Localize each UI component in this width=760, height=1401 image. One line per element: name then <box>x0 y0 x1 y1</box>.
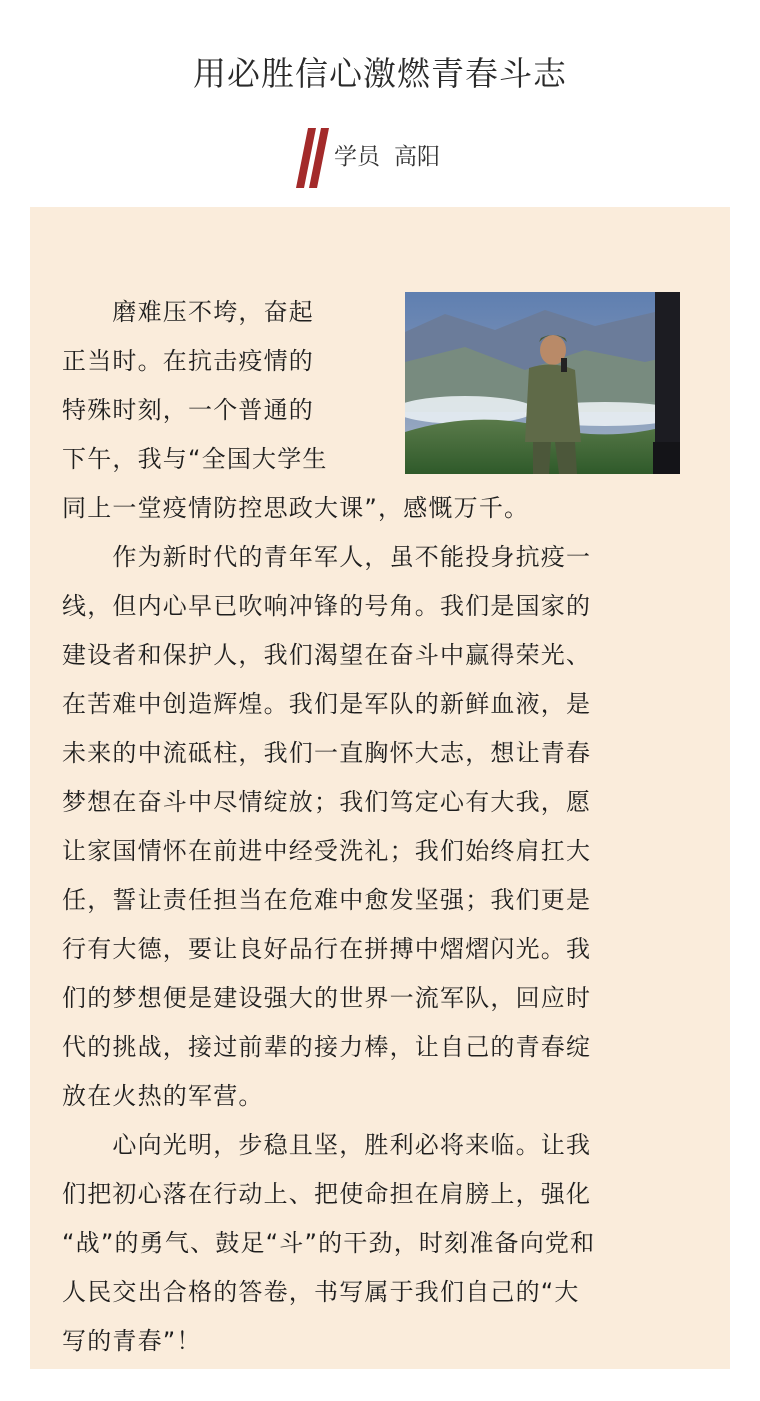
paragraph-line: 同上一堂疫情防控思政大课”，感慨万千。 <box>62 494 530 522</box>
author <box>334 142 440 172</box>
author-name: 高阳 <box>394 144 440 170</box>
paragraph-line: “战”的勇气、鼓足“斗”的干劲，时刻准备向党和 <box>62 1229 596 1257</box>
paragraph-line: 线，但内心早已吹响冲锋的号角。我们是国家的 <box>62 592 592 620</box>
paragraph-line: 任，誓让责任担当在危难中愈发坚强；我们更是 <box>62 886 592 914</box>
paragraph-line: 特殊时刻，一个普通的 <box>62 396 314 424</box>
paragraph-line: 行有大德，要让良好品行在拼搏中熠熠闪光。我 <box>62 935 592 963</box>
paragraph-line: 写的青春”！ <box>62 1327 202 1355</box>
paragraph-line: 们的梦想便是建设强大的世界一流军队，回应时 <box>62 984 592 1012</box>
paragraph-line: 正当时。在抗击疫情的 <box>62 347 314 375</box>
byline <box>296 128 516 190</box>
paragraph-line: 们把初心落在行动上、把使命担在肩膀上，强化 <box>62 1180 592 1208</box>
paragraph-line: 梦想在奋斗中尽情绽放；我们笃定心有大我，愿 <box>62 788 592 816</box>
author-role: 学员 <box>334 144 380 170</box>
paragraph-line: 作为新时代的青年军人，虽不能投身抗疫一 <box>62 543 592 571</box>
paragraph-line: 在苦难中创造辉煌。我们是军队的新鲜血液，是 <box>62 690 592 718</box>
paragraph-line: 建设者和保护人，我们渴望在奋斗中赢得荣光、 <box>62 641 592 669</box>
paragraph-line: 未来的中流砥柱，我们一直胸怀大志，想让青春 <box>62 739 592 767</box>
article-title: 用必胜信心激燃青春斗志 <box>193 54 567 93</box>
paragraph-line: 放在火热的军营。 <box>62 1082 264 1110</box>
paragraph-line: 代的挑战，接过前辈的接力棒，让自己的青春绽 <box>62 1033 592 1061</box>
paragraph-line: 磨难压不垮，奋起 <box>62 298 314 326</box>
double-slash-icon <box>296 128 336 190</box>
paragraph-line: 人民交出合格的答卷，书写属于我们自己的“大 <box>62 1278 580 1306</box>
paragraph-line: 心向光明，步稳且坚，胜利必将来临。让我 <box>62 1131 592 1159</box>
paragraph-line: 让家国情怀在前进中经受洗礼；我们始终肩扛大 <box>62 837 592 865</box>
paragraph-line: 下午，我与“全国大学生 <box>62 445 328 473</box>
soldier-speaking-photo <box>405 292 680 474</box>
